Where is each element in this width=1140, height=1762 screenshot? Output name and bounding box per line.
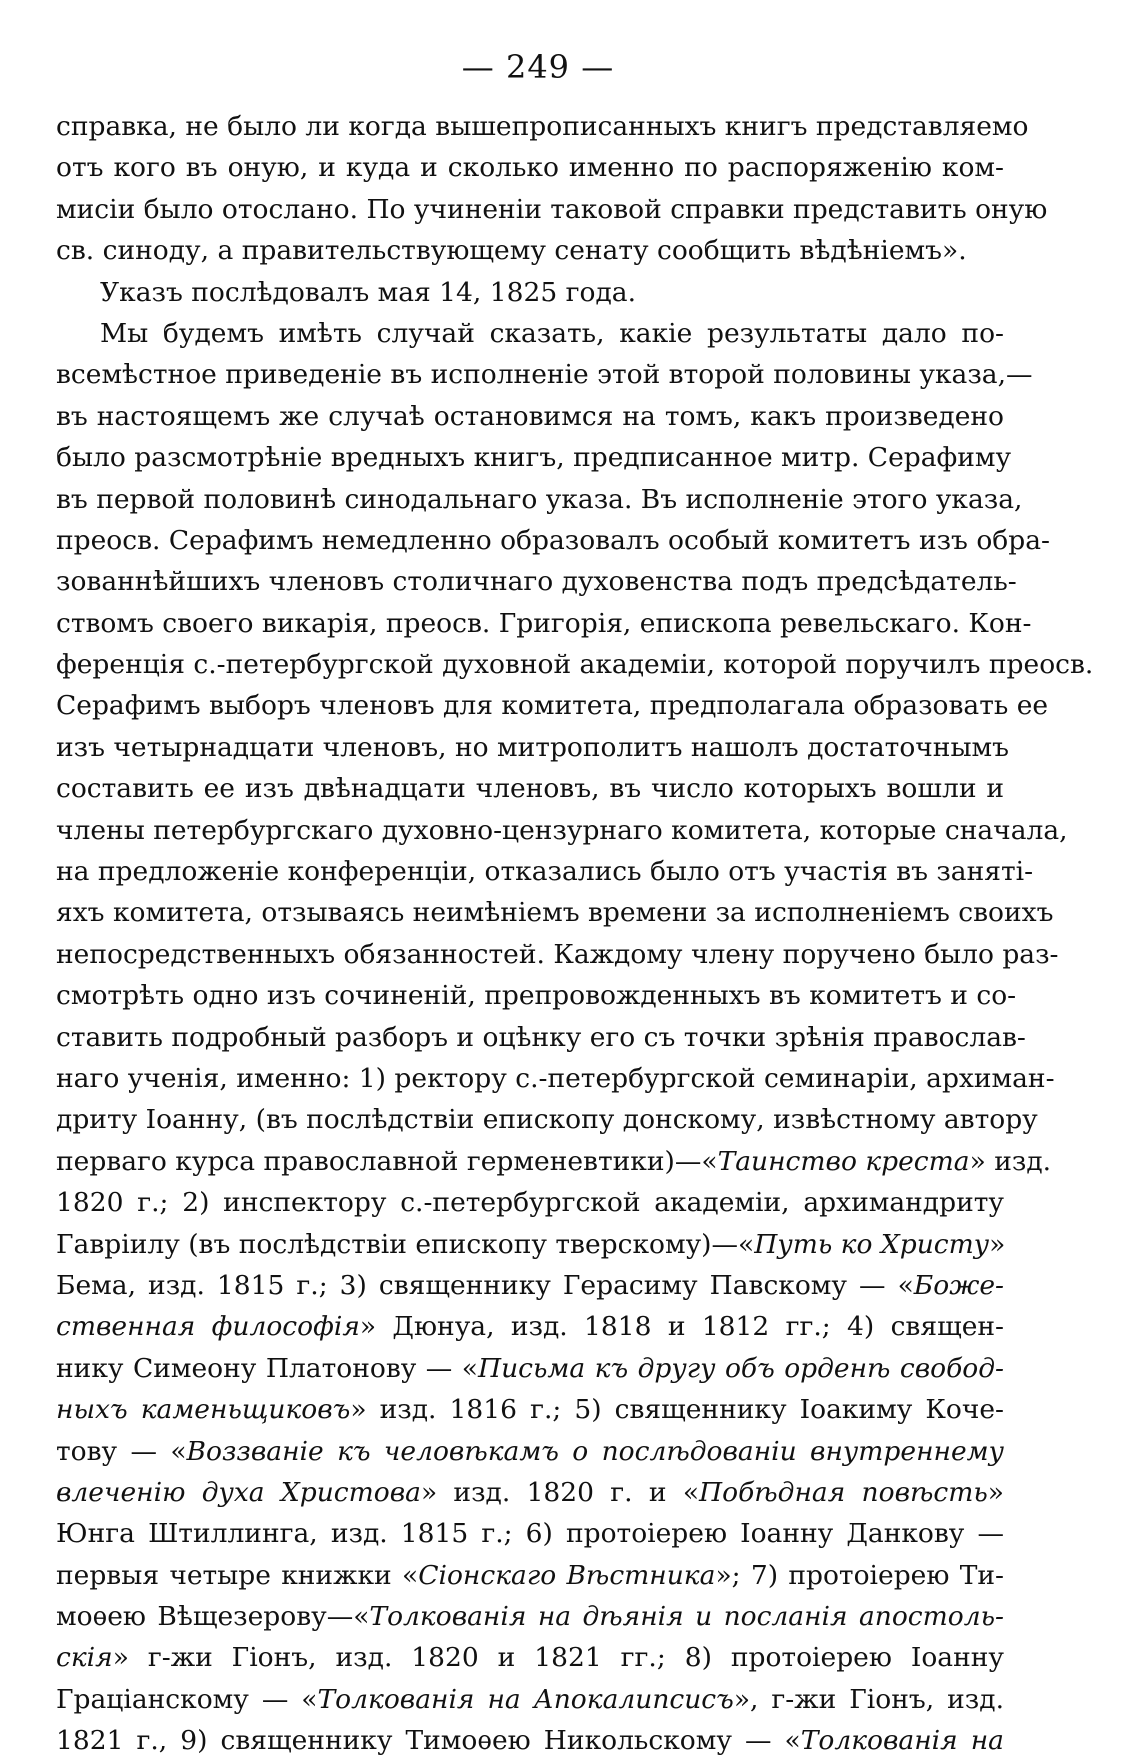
text-segment: Мы будемъ имѣть случай сказать, какіе результаты дало по- [100,317,1004,349]
italic-title: ныхъ каменьщиковъ [56,1394,351,1426]
text-segment: тову — « [56,1435,187,1467]
text-segment: Серафимъ выборъ членовъ для комитета, предполагала образовать ее [56,690,1049,722]
text-segment: », г-жи Гіонъ, изд. [733,1683,1004,1715]
text-line [56,1555,1004,1596]
text-segment: члены петербургскаго духовно-цензурнаго комитета, которые сначала, [56,814,1068,846]
text-line [56,727,1010,768]
text-line [56,851,1034,892]
text-segment: наго ученія, именно: 1) ректору с.-петербургской семинаріи, архиман- [56,1062,1055,1094]
text-line [56,479,1023,520]
text-line [56,975,1017,1016]
text-segment: ствомъ своего викарія, преосв. Григорія, епископа ревельскаго. Кон- [56,607,1032,639]
text-line [56,685,1049,726]
text-segment: Юнга Штиллинга, изд. 1815 г.; 6) протоіерею Іоанну Данкову — [56,1518,1004,1550]
text-line [56,1596,1004,1637]
text-segment: въ первой половинѣ синодальнаго указа. Въ исполненіе этого указа, [56,483,1023,515]
text-line [56,1389,1004,1430]
text-line [56,1141,1052,1182]
italic-title: скія [56,1642,113,1674]
text-line [56,1265,1004,1306]
text-line [56,1099,1038,1140]
text-line [56,1182,1004,1223]
italic-title: Сіонскаго Вѣстника [418,1559,716,1591]
text-line [56,1472,1004,1513]
text-segment: мисіи было отослано. По учиненіи таковой справки представить оную [56,193,1048,225]
text-line [56,272,1004,313]
text-line [56,810,1068,851]
text-line [56,1224,1004,1265]
text-segment: зованнѣйшихъ членовъ столичнаго духовенства подъ предсѣдатель- [56,566,1017,598]
text-segment: моѳею Вѣщезерову—« [56,1601,370,1633]
text-segment: » изд. [969,1145,1052,1177]
text-segment: ставить подробный разборъ и оцѣнку его съ точки зрѣнія православ- [56,1021,1026,1053]
text-line [56,313,1004,354]
italic-title: влеченію духа Христова [56,1476,421,1508]
italic-title: Побѣдная повѣсть [699,1476,988,1508]
text-segment: яхъ комитета, отзываясь неимѣніемъ времени за исполненіемъ своихъ [56,897,1054,929]
page-number: — 249 — [461,48,615,86]
text-line [56,1679,1004,1720]
italic-title: Толкованія на дѣянія и посланія апостоль- [369,1601,1004,1633]
italic-title: Путь ко Христу [754,1228,990,1260]
text-line [56,1720,1004,1761]
italic-title: Толкованія на [800,1725,1004,1757]
document-page [56,40,1094,1762]
italic-title: ственная философія [56,1311,360,1343]
text-line [56,1306,1004,1347]
text-segment: »; 7) протоіерею Ти- [715,1559,1004,1591]
text-segment: Граціанскому — « [56,1683,318,1715]
text-segment: нику Симеону Платонову — « [56,1352,478,1384]
text-segment: Указъ послѣдовалъ мая 14, 1825 года. [100,276,636,308]
text-segment: на предложеніе конференціи, отказались было отъ участія въ заняті- [56,856,1034,888]
text-segment: всемѣстное приведеніе въ исполненіе этой второй половины указа,— [56,359,1033,391]
text-line [56,1348,1004,1389]
text-line [56,1058,1055,1099]
text-segment: перваго курса православной герменевтики)—« [56,1145,718,1177]
text-segment: было разсмотрѣніе вредныхъ книгъ, предписанное митр. Серафиму [56,442,1012,474]
italic-title: Толкованія на Апокалипсисъ [317,1683,734,1715]
paragraph [56,272,1004,313]
text-segment: » Дюнуа, изд. 1818 и 1812 гг.; 4) священ- [359,1311,1005,1343]
text-segment: составить ее изъ двѣнадцати членовъ, въ число которыхъ вошли и [56,773,1004,805]
text-segment: въ настоящемъ же случаѣ остановимся на томъ, какъ произведено [56,400,1004,432]
text-line [56,644,1094,685]
text-line [56,354,1033,395]
text-segment: » изд. 1820 г. и « [420,1476,700,1508]
text-segment: Бема, изд. 1815 г.; 3) священнику Герасиму Павскому — « [56,1269,914,1301]
text-segment: 1821 г., 9) священнику Тимоѳею Никольскому — « [56,1725,801,1757]
text-segment: смотрѣть одно изъ сочиненій, препровожденныхъ въ комитетъ и со- [56,980,1017,1012]
text-line [56,561,1017,602]
text-line [56,396,1004,437]
text-line [56,520,1050,561]
text-line [56,1017,1026,1058]
text-line [56,230,1004,271]
text-segment: изъ четырнадцати членовъ, но митрополитъ нашолъ достаточнымъ [56,731,1010,763]
text-segment: непосредственныхъ обязанностей. Каждому члену поручено было раз- [56,938,1059,970]
body-text [56,106,1094,1762]
italic-title: Боже- [913,1269,1004,1301]
text-segment: Гавріилу (въ послѣдствіи епископу тверскому)—« [56,1228,755,1260]
text-segment: справка, не было ли когда вышепрописанныхъ книгъ представляемо [56,111,1029,142]
text-line [56,934,1059,975]
text-line [56,437,1012,478]
text-segment: дриту Іоанну, (въ послѣдствіи епископу донскому, извѣстному автору [56,1104,1038,1136]
text-line [56,768,1004,809]
italic-title: Письма къ другу объ орденѣ свобод- [477,1352,1004,1384]
text-segment: » г-жи Гіонъ, изд. 1820 и 1821 гг.; 8) протоіерею Іоанну [112,1642,1004,1674]
italic-title: Таинство креста [717,1145,970,1177]
paragraph [56,313,1094,1762]
text-line [56,892,1054,933]
text-segment: преосв. Серафимъ немедленно образовалъ особый комитетъ изъ обра- [56,524,1050,556]
text-line [56,1637,1004,1678]
text-line [56,603,1032,644]
text-line [56,1513,1004,1554]
text-segment: » [989,1228,1006,1260]
text-segment: ференція с.-петербургской духовной академіи, которой поручилъ преосв. [56,649,1094,681]
text-segment: отъ кого въ оную, и куда и сколько именно по распоряженію ком- [56,152,1004,184]
text-segment: » изд. 1816 г.; 5) священнику Іоакиму Коче- [350,1394,1004,1426]
text-line [56,147,1004,188]
text-segment: первыя четыре книжки « [56,1559,419,1591]
text-segment: св. синоду, а правительствующему сенату сообщить вѣдѣніемъ». [56,235,967,267]
text-segment: » [987,1476,1004,1508]
text-line [56,106,1029,147]
paragraph [56,106,1048,272]
text-line [56,1431,1004,1472]
text-line [56,189,1048,230]
text-segment: 1820 г.; 2) инспектору с.-петербургской академіи, архимандриту [56,1187,1004,1219]
italic-title: Воззваніе къ человѣкамъ о послѣдованіи внутреннему [186,1435,1005,1467]
